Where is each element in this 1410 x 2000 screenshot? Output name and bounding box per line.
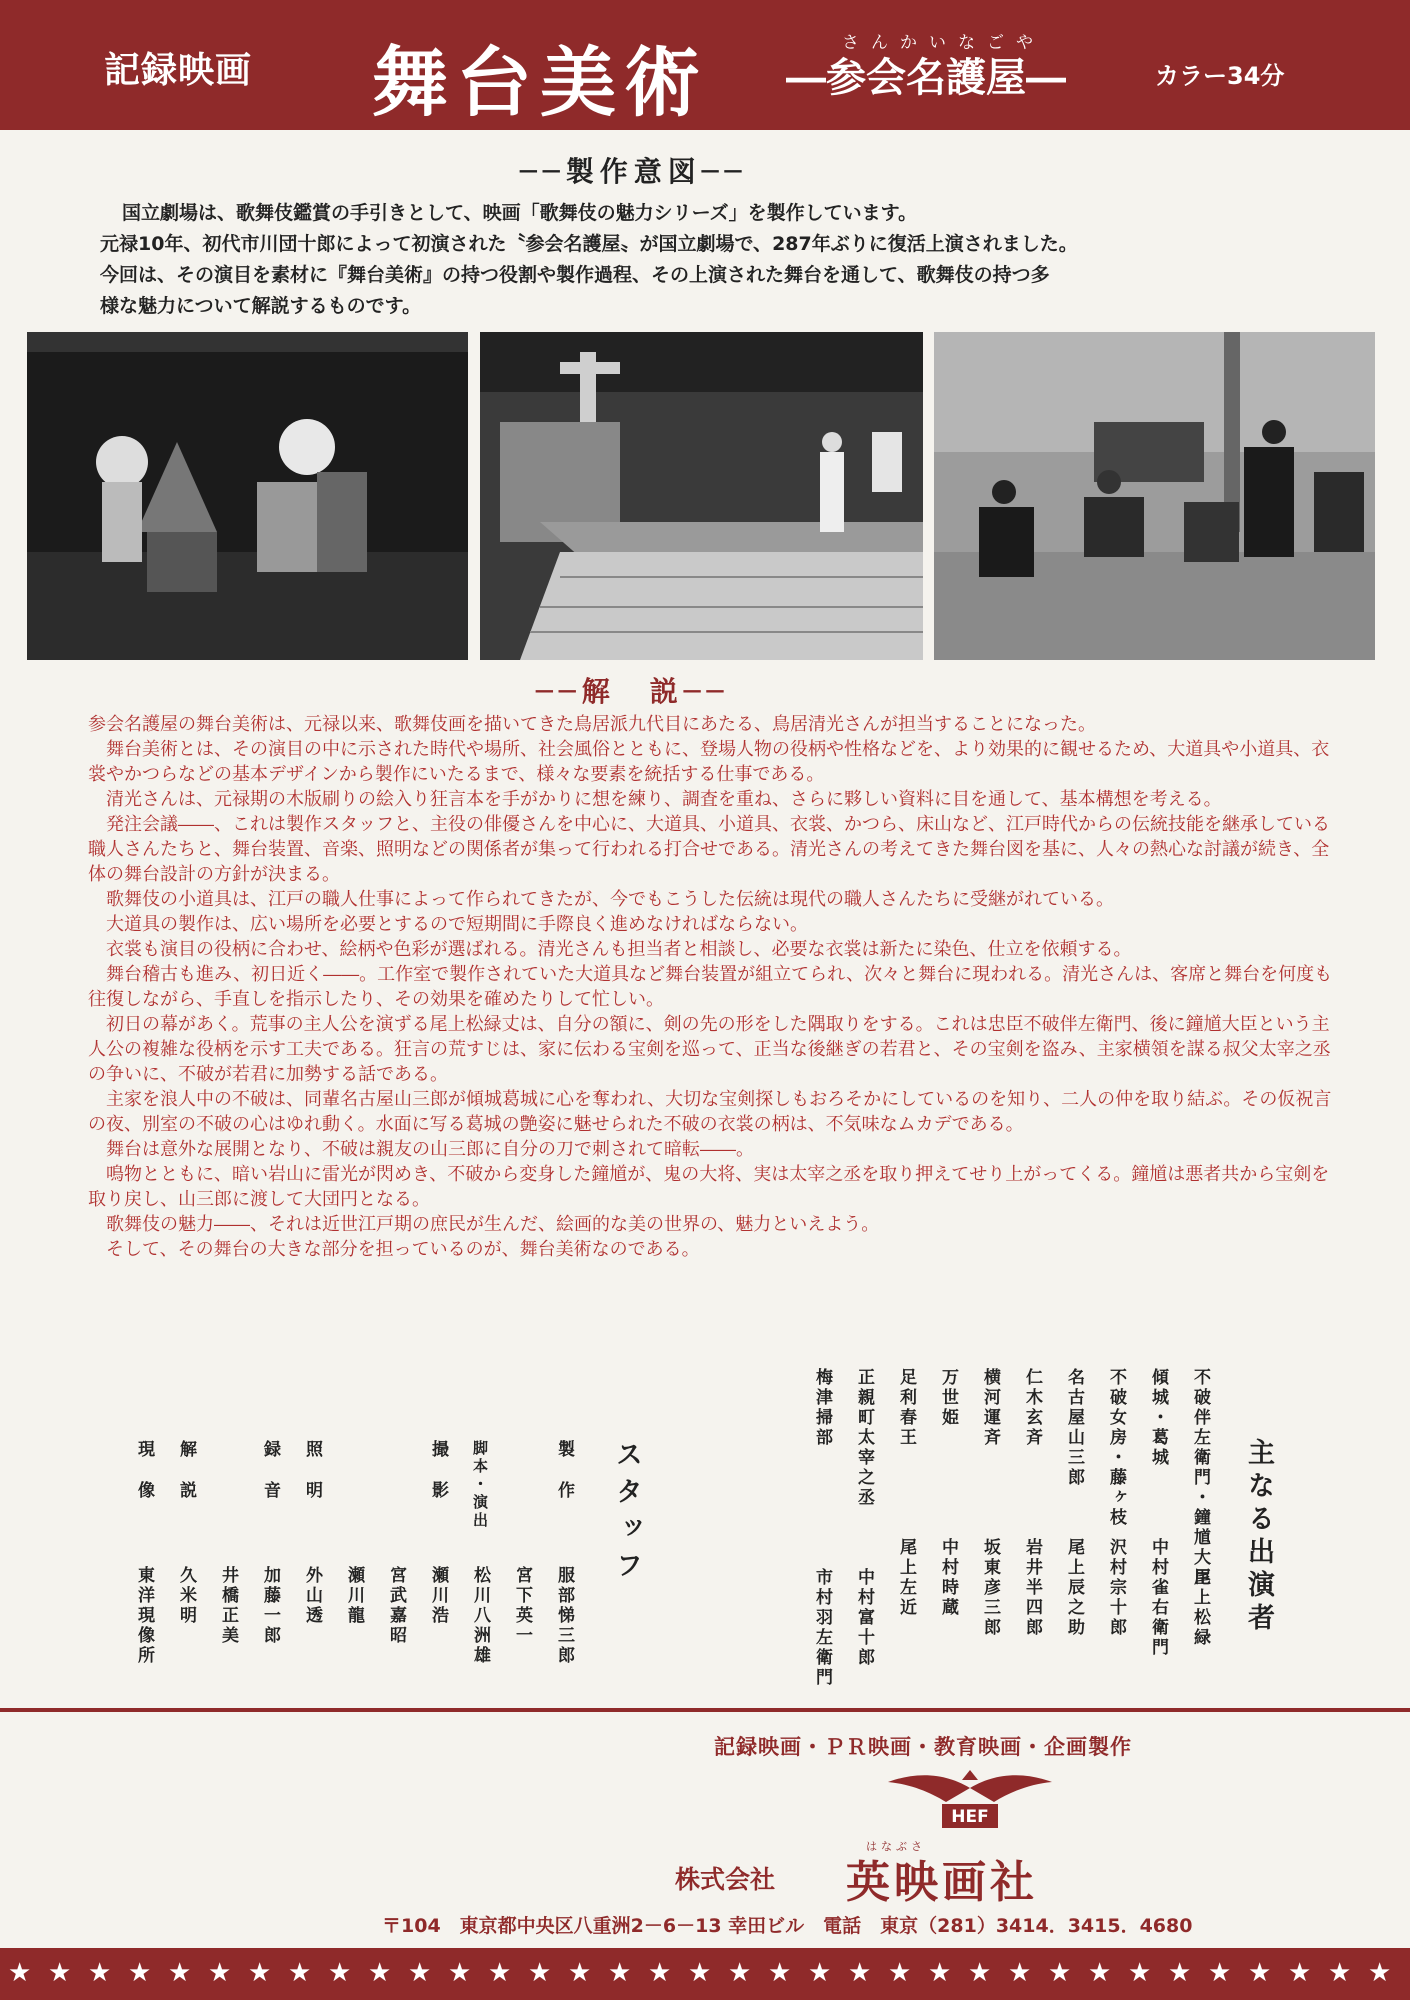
star-icon: ★ xyxy=(448,1958,472,1988)
staff-role: 現像 xyxy=(134,1440,154,1522)
commentary-paragraph: 歌舞伎の魅力――、それは近世江戸期の庶民が生んだ、絵画的な美の世界の、魅力といえよう。 xyxy=(88,1214,880,1235)
star-icon: ★ xyxy=(928,1958,952,1988)
commentary-paragraph: 歌舞伎の小道具は、江戸の職人仕事によって作られてきたが、今でもこうした伝統は現代の職人さんたちに受継がれている。 xyxy=(88,889,1114,910)
staff-name: 東洋現像所 xyxy=(134,1566,154,1666)
commentary-paragraph: 舞台美術とは、その演目の中に示された時代や場所、社会風俗とともに、登場人物の役柄や性格などを、より効果的に観せるため、大道具や小道具、衣裳やかつらなどの基本デザインから製作にいたるまで、様々な要素を統括する仕事である。 xyxy=(88,739,1330,785)
star-icon: ★ xyxy=(408,1958,432,1988)
staff-name: 服部悌三郎 xyxy=(554,1566,574,1666)
company-prefix: 株式会社 xyxy=(675,1865,776,1894)
cast-name: 中村富十郎 xyxy=(854,1568,874,1668)
star-icon: ★ xyxy=(1168,1958,1192,1988)
footer-divider xyxy=(0,1708,1410,1712)
star-icon: ★ xyxy=(168,1958,192,1988)
star-icon: ★ xyxy=(1368,1958,1392,1988)
star-icon: ★ xyxy=(968,1958,992,1988)
photo-stage-performance xyxy=(27,332,468,660)
star-icon: ★ xyxy=(848,1958,872,1988)
cast-role: 万世姫 xyxy=(938,1368,958,1428)
subtitle-ruby: さんかいなごや xyxy=(842,33,1045,53)
star-icon: ★ xyxy=(688,1958,712,1988)
commentary-paragraph: 清光さんは、元禄期の木版刷りの絵入り狂言本を手がかりに想を練り、調査を重ね、さらに夥しい資料に目を通して、基本構想を考える。 xyxy=(88,789,1222,810)
star-icon: ★ xyxy=(808,1958,832,1988)
cast-role: 仁木玄斉 xyxy=(1022,1368,1042,1448)
cast-name: 中村時蔵 xyxy=(938,1538,958,1618)
star-icon: ★ xyxy=(8,1958,32,1988)
commentary-heading: ──解 説── xyxy=(536,675,730,708)
star-icon: ★ xyxy=(128,1958,152,1988)
star-icon: ★ xyxy=(1048,1958,1072,1988)
cast-name: 尾上辰之助 xyxy=(1064,1538,1084,1638)
star-icon: ★ xyxy=(48,1958,72,1988)
star-icon: ★ xyxy=(1328,1958,1352,1988)
star-icon: ★ xyxy=(1128,1958,1152,1988)
cast-role: 不破女房・藤ヶ枝 xyxy=(1106,1368,1126,1528)
cast-heading: 主なる出演者 xyxy=(1243,1438,1274,1636)
header-band xyxy=(0,0,1410,130)
cast-name: 尾上松緑 xyxy=(1190,1568,1210,1648)
company-address: 〒104 東京都中央区八重洲2－6－13 幸田ビル 電話 東京（281）3414．3415．4680 xyxy=(382,1915,1193,1937)
commentary-paragraph: 舞台稽古も進み、初日近く――。工作室で製作されていた大道具など舞台装置が組立てられ、次々と舞台に現われる。清光さんは、客席と舞台を何度も往復しながら、手直しを指示したり、その効果を確めたりして忙しい。 xyxy=(88,964,1333,1010)
star-icon: ★ xyxy=(1288,1958,1312,1988)
film-length: カラー34分 xyxy=(1155,62,1285,90)
header-label: 記録映画 xyxy=(104,50,253,91)
staff-role: 照明 xyxy=(302,1440,322,1522)
star-icon: ★ xyxy=(888,1958,912,1988)
commentary-paragraph: 主家を浪人中の不破は、同輩名古屋山三郎が傾城葛城に心を奪われ、大切な宝剣探しもおろそかにしているのを知り、二人の仲を取り結ぶ。その仮祝言の夜、別室の不破の心はゆれ動く。水面に写る葛城の艶姿に魅せられた不破の衣裳の柄は、不気味なムカデである。 xyxy=(88,1089,1332,1135)
company-ruby: はなぶさ xyxy=(866,1840,926,1853)
star-icon: ★ xyxy=(528,1958,552,1988)
staff-name: 井橋正美 xyxy=(218,1566,238,1646)
star-border xyxy=(0,1948,1410,2000)
photo-rehearsal xyxy=(934,332,1375,660)
staff-name: 松川八洲雄 xyxy=(470,1566,490,1666)
star-icon: ★ xyxy=(728,1958,752,1988)
photo-stage-set xyxy=(480,332,923,660)
intent-heading: ──製作意図── xyxy=(520,155,748,188)
star-icon: ★ xyxy=(1248,1958,1272,1988)
commentary-paragraph: 参会名護屋の舞台美術は、元禄以来、歌舞伎画を描いてきた鳥居派九代目にあたる、鳥居清光さんが担当することになった。 xyxy=(88,714,1096,735)
staff-role: 製作 xyxy=(554,1440,574,1522)
star-icon: ★ xyxy=(1208,1958,1232,1988)
staff-section xyxy=(120,1440,660,1770)
star-icon: ★ xyxy=(88,1958,112,1988)
page-title: 舞台美術 xyxy=(372,38,708,127)
logo-text: HEF xyxy=(951,1807,989,1827)
intent-line: 今回は、その演目を素材に『舞台美術』の持つ役割や製作過程、その上演された舞台を通して、歌舞伎の持つ多 xyxy=(100,264,1050,286)
star-icon: ★ xyxy=(768,1958,792,1988)
cast-role: 名古屋山三郎 xyxy=(1064,1368,1084,1488)
star-icon: ★ xyxy=(368,1958,392,1988)
cast-name: 坂東彦三郎 xyxy=(980,1538,1000,1638)
staff-heading: スタッフ xyxy=(611,1440,642,1588)
company-name: 英映画社 xyxy=(846,1857,1038,1908)
cast-role: 梅津掃部 xyxy=(812,1368,832,1448)
star-icon: ★ xyxy=(1088,1958,1112,1988)
company-services: 記録映画・ＰＲ映画・教育映画・企画製作 xyxy=(714,1735,1132,1759)
intent-line: 国立劇場は、歌舞伎鑑賞の手引きとして、映画「歌舞伎の魅力シリーズ」を製作しています。 xyxy=(122,202,918,224)
commentary-text xyxy=(88,712,1344,1262)
commentary-paragraph: 初日の幕があく。荒事の主人公を演ずる尾上松緑丈は、自分の額に、剣の先の形をした隅取りをする。これは忠臣不破伴左衛門、後に鐘馗大臣という主人公の複雑な役柄を示す工夫である。狂言の荒すじは、家に伝わる宝剣を巡って、正当な後継ぎの若君と、その宝剣を盗み、主家横領を謀る叔父太宰之丞の争いに、不破が若君に加勢する話である。 xyxy=(88,1014,1331,1085)
cast-name: 中村雀右衛門 xyxy=(1148,1538,1168,1658)
intent-line: 元禄10年、初代市川団十郎によって初演された〝参会名護屋〟が国立劇場で、287年ぶりに復活上演されました。 xyxy=(100,233,1078,255)
staff-role: 解説 xyxy=(176,1440,196,1522)
cast-name: 尾上左近 xyxy=(896,1538,916,1618)
commentary-paragraph: 舞台は意外な展開となり、不破は親友の山三郎に自分の刀で刺されて暗転――。 xyxy=(88,1139,754,1160)
star-icon: ★ xyxy=(488,1958,512,1988)
staff-name: 宮武嘉昭 xyxy=(386,1566,406,1646)
staff-name: 瀬川龍 xyxy=(344,1566,364,1626)
intent-line: 様な魅力について解説するものです。 xyxy=(100,295,422,317)
star-icon: ★ xyxy=(648,1958,672,1988)
staff-role: 脚本・演出 xyxy=(471,1440,489,1530)
star-icon: ★ xyxy=(248,1958,272,1988)
staff-role: 録音 xyxy=(260,1440,280,1522)
commentary-paragraph: 鳴物とともに、暗い岩山に雷光が閃めき、不破から変身した鐘馗が、鬼の大将、実は太宰之丞を取り押えてせり上がってくる。鐘馗は悪者共から宝剣を取り戻し、山三郎に渡して大団円となる。 xyxy=(88,1164,1330,1210)
cast-role: 不破伴左衛門・鐘馗大臣 xyxy=(1190,1368,1210,1588)
commentary-paragraph: 発注会議――、これは製作スタッフと、主役の俳優さんを中心に、大道具、小道具、衣裳、かつら、床山など、江戸時代からの伝統技能を継承している職人さんたちと、舞台装置、音楽、照明などの関係者が集って行われる打合せである。清光さんの考えてきた舞台図を基に、人々の熱心な討議が続き、全体の舞台設計の方針が決まる。 xyxy=(88,814,1330,885)
star-icon: ★ xyxy=(328,1958,352,1988)
star-icon: ★ xyxy=(568,1958,592,1988)
staff-name: 瀬川浩 xyxy=(428,1566,448,1626)
star-icon: ★ xyxy=(1008,1958,1032,1988)
staff-name: 加藤一郎 xyxy=(260,1566,280,1646)
cast-name: 沢村宗十郎 xyxy=(1106,1538,1126,1638)
cast-role: 傾城・葛城 xyxy=(1148,1368,1168,1468)
commentary-paragraph: そして、その舞台の大きな部分を担っているのが、舞台美術なのである。 xyxy=(88,1239,700,1260)
star-icon: ★ xyxy=(608,1958,632,1988)
commentary-paragraph: 衣裳も演目の役柄に合わせ、絵柄や色彩が選ばれる。清光さんも担当者と相談し、必要な衣裳は新たに染色、仕立を依頼する。 xyxy=(88,939,1132,960)
star-icon: ★ xyxy=(208,1958,232,1988)
staff-name: 宮下英一 xyxy=(512,1566,532,1646)
cast-role: 足利春王 xyxy=(896,1368,916,1448)
cast-role: 横河運斉 xyxy=(980,1368,1000,1448)
commentary-paragraph: 大道具の製作は、広い場所を必要とするので短期間に手際良く進めなければならない。 xyxy=(88,914,808,935)
intent-text xyxy=(100,198,1320,322)
cast-name: 岩井半四郎 xyxy=(1022,1538,1042,1638)
staff-role: 撮影 xyxy=(428,1440,448,1522)
page-subtitle: ―参会名護屋― xyxy=(786,54,1066,101)
cast-role: 正親町太宰之丞 xyxy=(854,1368,874,1508)
star-icon: ★ xyxy=(288,1958,312,1988)
cast-name: 市村羽左衛門 xyxy=(812,1568,832,1688)
cast-section xyxy=(780,1368,1280,1698)
company-logo xyxy=(880,1766,1060,1842)
staff-name: 外山透 xyxy=(302,1566,322,1626)
staff-name: 久米明 xyxy=(176,1566,196,1626)
